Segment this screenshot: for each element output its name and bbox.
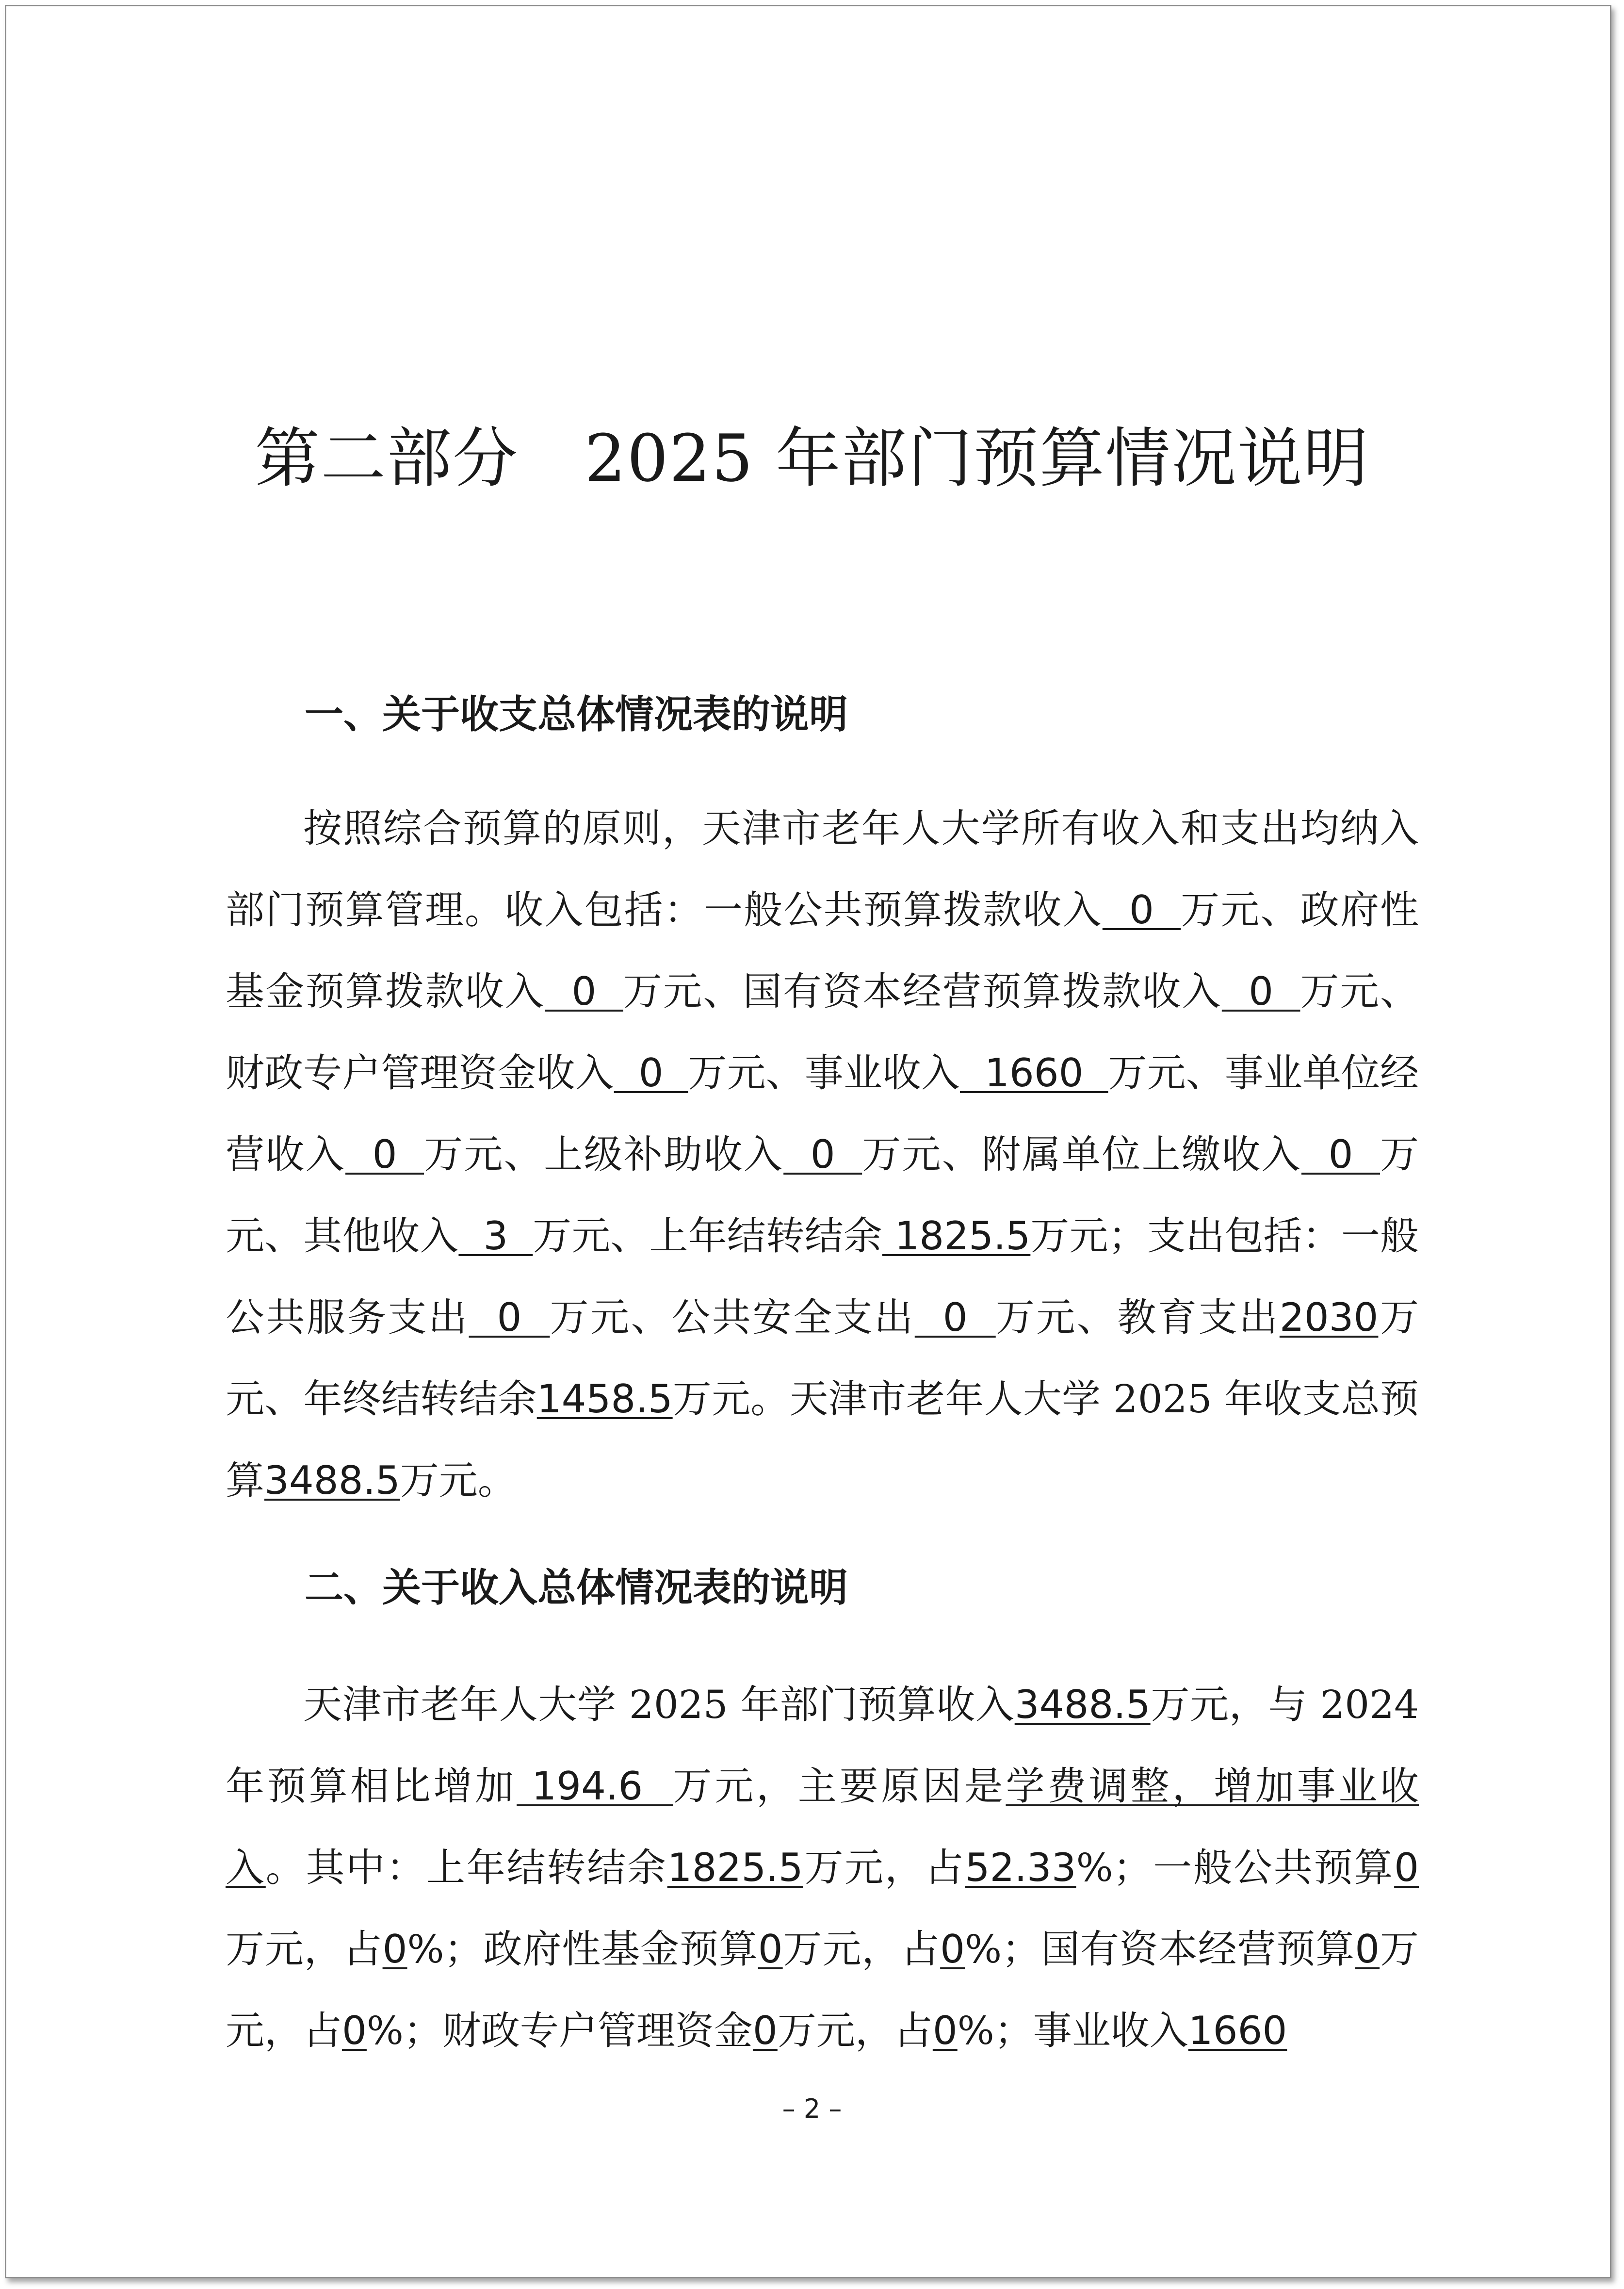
- paragraph-text: 万元、上年结转结余: [533, 1213, 882, 1259]
- section-paragraph-2: [226, 1664, 1419, 2072]
- filled-value: 0: [342, 2008, 367, 2053]
- filled-value: 3488.5: [264, 1458, 400, 1503]
- filled-value: 0: [1355, 1927, 1380, 1972]
- page-number: – 2 –: [782, 2093, 842, 2124]
- paragraph-text: 万元，占: [226, 1927, 383, 1972]
- paragraph-text: 万元、事业单位经营收入: [226, 1050, 1419, 1177]
- paragraph-text: %；政府性基金预算: [407, 1927, 758, 1972]
- filled-value: 0: [914, 1295, 996, 1340]
- filled-value: 0: [940, 1927, 965, 1972]
- paragraph-text: %；财政专户管理资金: [366, 2008, 753, 2053]
- paragraph-text: 万元。: [400, 1458, 517, 1503]
- paragraph-text: 万元、事业收入: [688, 1050, 960, 1095]
- paragraph-text: 万元，占: [777, 2008, 933, 2053]
- paragraph-text: 万元，占: [803, 1845, 965, 1890]
- paragraph-text: 天津市老年人大学 2025 年部门预算收入: [303, 1682, 1015, 1727]
- paragraph-text: 万元。天津市老年人大学 2025 年收支总预算: [226, 1376, 1419, 1503]
- paragraph-text: 万元、财政专户管理资金收入: [226, 969, 1419, 1095]
- paragraph-text: 万元，与 2024 年预算相比增加: [226, 1682, 1419, 1809]
- paragraph-text: 。其中：上年结转结余: [265, 1845, 667, 1890]
- filled-value: 0: [382, 1927, 407, 1972]
- filled-value: 1660: [1188, 2008, 1287, 2053]
- filled-value: 2030: [1279, 1295, 1379, 1340]
- filled-value: 0: [1221, 969, 1300, 1014]
- filled-value: 1458.5: [536, 1376, 673, 1422]
- filled-value: 0: [469, 1295, 550, 1340]
- section-heading-1: 一、关于收支总体情况表的说明: [305, 692, 848, 737]
- filled-value: 0: [345, 1132, 424, 1177]
- section-paragraph-1: [226, 788, 1419, 1521]
- paragraph-text: 万元、教育支出: [995, 1295, 1280, 1340]
- paragraph-text: 按照综合预算的原则，天津市老年人大学所有收入和支出均纳入部门预算管理。收入包括：一般公共预算拨款收入: [226, 806, 1419, 932]
- paragraph-text: 万元，主要原因是: [673, 1764, 1006, 1809]
- filled-value: 0: [545, 969, 623, 1014]
- filled-value: 194.6: [517, 1764, 673, 1809]
- paragraph-text: 万元、附属单位上缴收入: [862, 1132, 1302, 1177]
- filled-value: 0: [932, 2008, 958, 2053]
- filled-value: 0: [1394, 1845, 1419, 1890]
- page-title: 第二部分 2025 年部门预算情况说明: [255, 421, 1369, 496]
- filled-value: 1825.5: [882, 1213, 1031, 1259]
- paragraph-text: 万元，占: [226, 1927, 1419, 2053]
- filled-value: 0: [614, 1050, 688, 1095]
- paragraph-text: 万元；支出包括：一般公共服务支出: [226, 1213, 1419, 1340]
- paragraph-text: 万元、国有资本经营预算拨款收入: [623, 969, 1222, 1014]
- filled-value: 0: [758, 1927, 783, 1972]
- filled-value: 0: [752, 2008, 778, 2053]
- filled-value: 3488.5: [1014, 1682, 1151, 1727]
- paragraph-text: %；事业收入: [957, 2008, 1188, 2053]
- paragraph-text: 万元、其他收入: [226, 1132, 1419, 1259]
- filled-value: 0: [1301, 1132, 1380, 1177]
- filled-value: 1660: [959, 1050, 1108, 1095]
- paragraph-text: 万元，占: [782, 1927, 941, 1972]
- paragraph-text: %；国有资本经营预算: [965, 1927, 1355, 1972]
- paragraph-text: 万元、公共安全支出: [550, 1295, 915, 1340]
- paragraph-text: 万元、政府性基金预算拨款收入: [226, 887, 1419, 1014]
- filled-value: 学费调整，增加事业收入: [226, 1764, 1419, 1890]
- filled-value: 0: [783, 1132, 862, 1177]
- filled-value: 52.33: [965, 1845, 1076, 1890]
- filled-value: 0: [1102, 887, 1181, 932]
- paragraph-text: %；一般公共预算: [1076, 1845, 1395, 1890]
- paragraph-text: 万元、年终结转结余: [226, 1295, 1419, 1422]
- filled-value: 3: [458, 1213, 533, 1259]
- section-heading-2: 二、关于收入总体情况表的说明: [305, 1565, 848, 1610]
- paragraph-text: 万元、上级补助收入: [424, 1132, 784, 1177]
- filled-value: 1825.5: [667, 1845, 803, 1890]
